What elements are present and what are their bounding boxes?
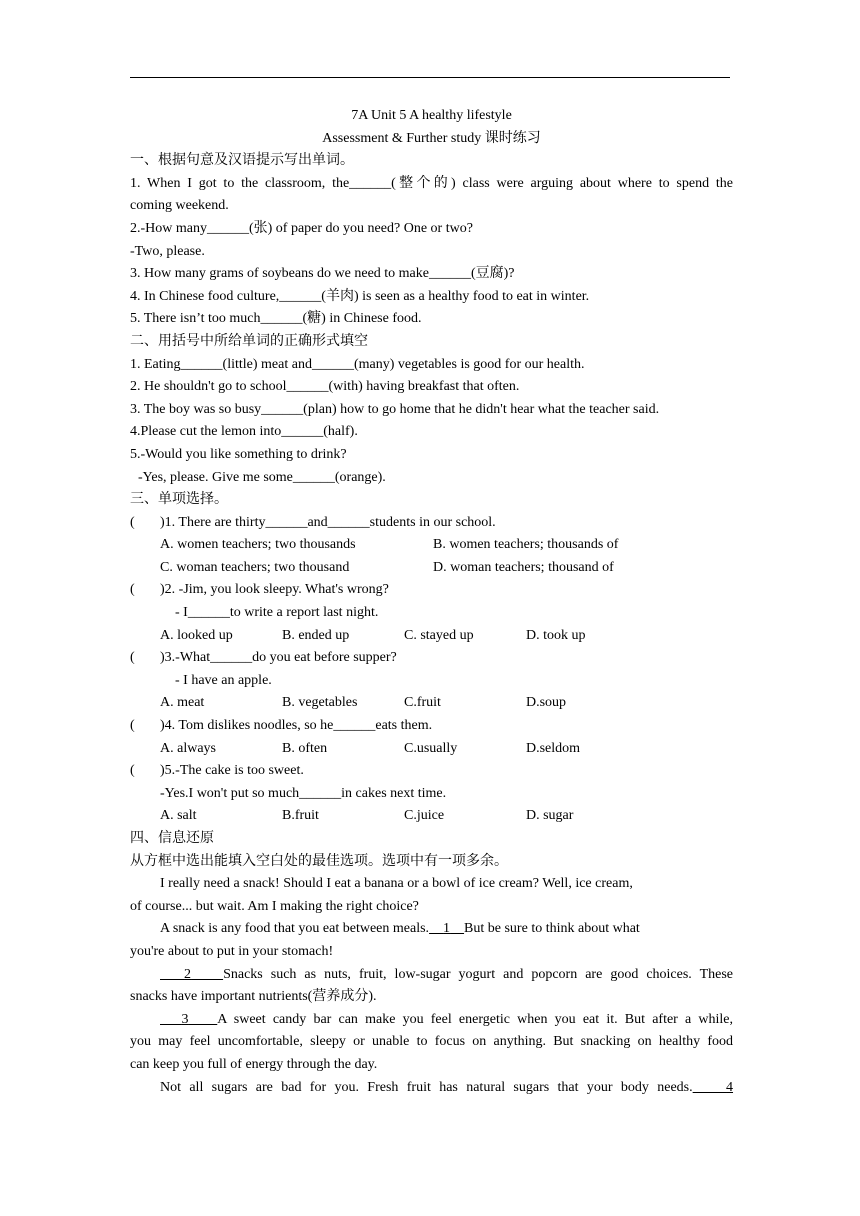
mc-question-2 — [130, 579, 733, 602]
mc-question-stem: )3.-What______do you eat before supper? — [160, 650, 397, 666]
blank-3 — [160, 1012, 217, 1027]
passage-text: A sweet candy bar can make you feel energetic when you eat it. But after a while, — [217, 1011, 734, 1027]
section1-item-1: 1. When I got to the classroom, the______(整个的) class were arguing about where to spend the — [130, 175, 733, 191]
mc-options-3 — [130, 692, 733, 715]
section1-item-3: 3. How many grams of soybeans do we need to make______(豆腐)? — [130, 266, 515, 282]
mc-option: C. woman teachers; two thousand — [160, 559, 350, 575]
mc-question-3 — [130, 647, 733, 670]
mc-option: A. looked up — [160, 627, 233, 643]
mc-option: C.juice — [404, 808, 445, 824]
mc-option: B. women teachers; thousands of — [433, 537, 619, 553]
mc-options-1b — [130, 557, 733, 580]
mc-question-sub: - I have an apple. — [175, 672, 272, 688]
section2-item-1: 1. Eating______(little) meat and______(many) vegetables is good for our health. — [130, 356, 585, 372]
section1-item-4: 4. In Chinese food culture,______(羊肉) is seen as a healthy food to eat in winter. — [130, 288, 590, 304]
passage-text: But be sure to think about what — [464, 921, 640, 937]
mc-question-stem: )1. There are thirty______and______students in our school. — [160, 514, 496, 530]
section1-item-5: 5. There isn’t too much______(糖) in Chinese food. — [130, 311, 422, 327]
passage-text: A snack is any food that you eat between meals. — [160, 921, 430, 937]
worksheet-subtitle: Assessment & Further study 课时练习 — [322, 130, 541, 146]
passage-line: snacks have important nutrients(营养成分). — [130, 989, 377, 1005]
section1-item-1-cont: coming weekend. — [130, 198, 229, 214]
blank-1 — [429, 921, 464, 936]
blank-number: 1 — [443, 921, 451, 937]
blank-4 — [693, 1080, 733, 1095]
mc-option: C. stayed up — [404, 627, 474, 643]
mc-option: A. meat — [160, 695, 205, 711]
worksheet-title: 7A Unit 5 A healthy lifestyle — [351, 108, 512, 123]
mc-question-1 — [130, 512, 733, 535]
section1-item-2-answer: -Two, please. — [130, 243, 205, 259]
answer-bracket: ( — [130, 582, 135, 598]
passage-line: of course... but wait. Am I making the right choice? — [130, 898, 419, 914]
answer-bracket: ( — [130, 718, 135, 734]
mc-option: B. ended up — [282, 627, 350, 643]
mc-question-sub: -Yes.I won't put so much______in cakes next time. — [160, 785, 447, 801]
passage-line: you may feel uncomfortable, sleepy or unable to focus on anything. But snacking on healthy food — [130, 1034, 733, 1050]
mc-question-stem: )5.-The cake is too sweet. — [160, 763, 304, 779]
passage-line — [130, 1077, 733, 1100]
section2-item-5-answer: -Yes, please. Give me some______(orange). — [138, 469, 386, 485]
mc-option: B. often — [282, 740, 328, 756]
answer-bracket: ( — [130, 763, 135, 779]
section2-item-2: 2. He shouldn't go to school______(with) having breakfast that often. — [130, 379, 520, 395]
mc-option: D. sugar — [526, 808, 574, 824]
mc-options-5 — [130, 805, 733, 828]
mc-question-sub: - I______to write a report last night. — [175, 605, 379, 621]
mc-option: D. woman teachers; thousand of — [433, 559, 614, 575]
section2-item-4: 4.Please cut the lemon into______(half). — [130, 424, 358, 440]
section4-instruction: 从方框中选出能填入空白处的最佳选项。选项中有一项多余。 — [130, 853, 508, 869]
section3-heading: 三、单项选择。 — [130, 492, 228, 508]
passage-line: I really need a snack! Should I eat a banana or a bowl of ice cream? Well, ice cream, — [160, 876, 633, 892]
mc-question-4 — [130, 715, 733, 738]
blank-number: 4 — [726, 1079, 734, 1095]
passage-line — [130, 918, 733, 941]
mc-option: C.usually — [404, 740, 458, 756]
worksheet — [130, 105, 733, 1099]
mc-question-stem: )4. Tom dislikes noodles, so he______eats them. — [160, 718, 433, 734]
blank-number: 3 — [181, 1011, 189, 1027]
section1-item-2: 2.-How many______(张) of paper do you need? One or two? — [130, 220, 473, 236]
passage-line — [130, 964, 733, 987]
blank-number: 2 — [184, 966, 192, 982]
passage-text: Snacks such as nuts, fruit, low-sugar yogurt and popcorn are good choices. These — [223, 966, 733, 982]
answer-bracket: ( — [130, 650, 135, 666]
mc-options-4 — [130, 738, 733, 761]
mc-question-5 — [130, 760, 733, 783]
answer-bracket: ( — [130, 514, 135, 530]
mc-option: A. women teachers; two thousands — [160, 537, 356, 553]
section4-heading: 四、信息还原 — [130, 831, 214, 846]
section2-item-5: 5.-Would you like something to drink? — [130, 446, 347, 462]
passage-line — [130, 1009, 733, 1032]
mc-option: A. always — [160, 740, 216, 756]
header-rule — [130, 77, 730, 78]
section2-item-3: 3. The boy was so busy______(plan) how to go home that he didn't hear what the teacher said. — [130, 401, 660, 417]
mc-options-1a — [130, 534, 733, 557]
mc-option: D.soup — [526, 695, 567, 711]
passage-text: Not all sugars are bad for you. Fresh fruit has natural sugars that your body needs. — [160, 1079, 693, 1095]
mc-option: C.fruit — [404, 695, 441, 711]
mc-option: B. vegetables — [282, 695, 358, 711]
passage-line: you're about to put in your stomach! — [130, 943, 334, 959]
mc-option: B.fruit — [282, 808, 319, 824]
mc-option: A. salt — [160, 808, 197, 824]
blank-2 — [160, 967, 223, 982]
section1-heading: 一、根据句意及汉语提示写出单词。 — [130, 153, 354, 169]
section2-heading: 二、用括号中所给单词的正确形式填空 — [130, 333, 368, 349]
mc-option: D.seldom — [526, 740, 581, 756]
passage-line: can keep you full of energy through the day. — [130, 1056, 378, 1072]
mc-option: D. took up — [526, 627, 586, 643]
mc-question-stem: )2. -Jim, you look sleepy. What's wrong? — [160, 582, 389, 598]
mc-options-2 — [130, 625, 733, 648]
